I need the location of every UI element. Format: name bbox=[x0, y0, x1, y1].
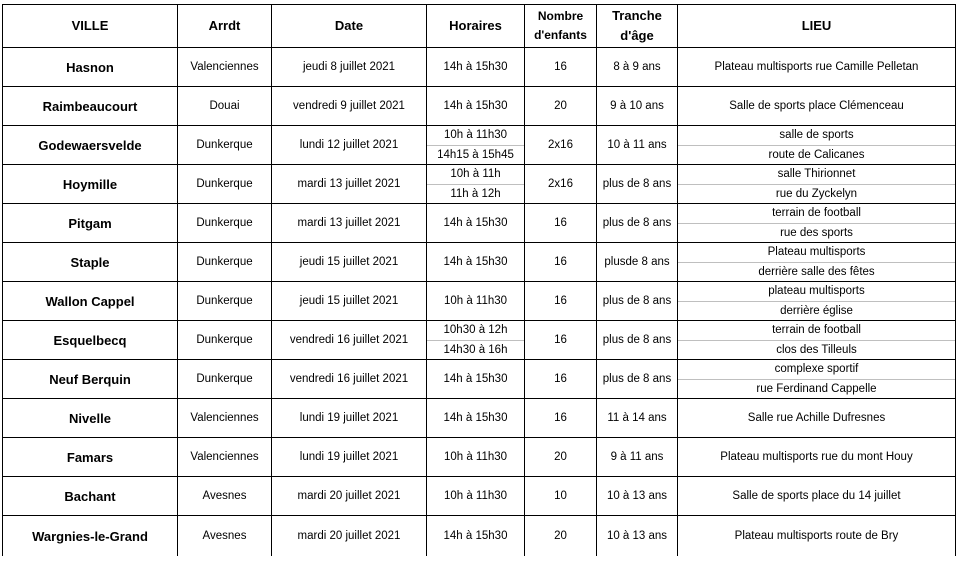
cell-horaires-line: 10h à 11h bbox=[450, 168, 501, 181]
cell-date: mardi 20 juillet 2021 bbox=[272, 477, 427, 516]
cell-lieu: Salle rue Achille Dufresnes bbox=[678, 399, 956, 438]
cell-lieu-line: complexe sportif bbox=[774, 363, 859, 376]
cell-ville: Famars bbox=[3, 438, 178, 477]
cell-ville: Nivelle bbox=[3, 399, 178, 438]
cell-tranche: 9 à 10 ans bbox=[597, 87, 678, 126]
cell-lieu: Plateau multisports rue du mont Houy bbox=[678, 438, 956, 477]
cell-lieu: Plateau multisports rue Camille Pelletan bbox=[678, 48, 956, 87]
cell-nombre: 16 bbox=[525, 282, 597, 321]
cell-horaires bbox=[427, 165, 525, 204]
cell-tranche: 10 à 13 ans bbox=[597, 477, 678, 516]
cell-lieu bbox=[678, 321, 956, 360]
cell-nombre: 20 bbox=[525, 438, 597, 477]
cell-arrdt: Avesnes bbox=[178, 516, 272, 557]
cell-horaires: 14h à 15h30 bbox=[427, 399, 525, 438]
cell-horaires bbox=[427, 321, 525, 360]
cell-nombre: 16 bbox=[525, 48, 597, 87]
header-tranche-line1: Tranche bbox=[612, 8, 662, 23]
cell-horaires: 10h à 11h30 bbox=[427, 477, 525, 516]
header-row bbox=[3, 5, 956, 48]
cell-lieu-line: rue des sports bbox=[678, 223, 955, 243]
cell-ville: Staple bbox=[3, 243, 178, 282]
cell-horaires: 10h à 11h30 bbox=[427, 438, 525, 477]
header-lieu: LIEU bbox=[678, 5, 956, 48]
cell-arrdt: Valenciennes bbox=[178, 399, 272, 438]
cell-lieu: Salle de sports place du 14 juillet bbox=[678, 477, 956, 516]
cell-nombre: 10 bbox=[525, 477, 597, 516]
cell-lieu-line: terrain de football bbox=[772, 324, 861, 337]
cell-nombre: 16 bbox=[525, 321, 597, 360]
cell-ville: Neuf Berquin bbox=[3, 360, 178, 399]
cell-horaires-line: 10h30 à 12h bbox=[443, 324, 508, 337]
cell-arrdt: Valenciennes bbox=[178, 48, 272, 87]
cell-ville: Hasnon bbox=[3, 48, 178, 87]
cell-date: mardi 20 juillet 2021 bbox=[272, 516, 427, 557]
table-row bbox=[3, 243, 956, 282]
cell-nombre: 16 bbox=[525, 243, 597, 282]
header-ville: VILLE bbox=[3, 5, 178, 48]
cell-tranche: 9 à 11 ans bbox=[597, 438, 678, 477]
cell-horaires-line: 14h15 à 15h45 bbox=[427, 145, 524, 165]
cell-horaires: 10h à 11h30 bbox=[427, 282, 525, 321]
cell-ville: Raimbeaucourt bbox=[3, 87, 178, 126]
cell-tranche: 10 à 13 ans bbox=[597, 516, 678, 557]
table-row bbox=[3, 87, 956, 126]
cell-arrdt: Dunkerque bbox=[178, 321, 272, 360]
cell-horaires: 14h à 15h30 bbox=[427, 516, 525, 557]
cell-nombre: 16 bbox=[525, 399, 597, 438]
table-row bbox=[3, 438, 956, 477]
cell-date: jeudi 15 juillet 2021 bbox=[272, 282, 427, 321]
cell-nombre: 20 bbox=[525, 516, 597, 557]
cell-lieu-line: derrière salle des fêtes bbox=[678, 262, 955, 282]
cell-lieu bbox=[678, 360, 956, 399]
table-row bbox=[3, 399, 956, 438]
cell-horaires-line: 14h30 à 16h bbox=[427, 340, 524, 360]
cell-tranche: plus de 8 ans bbox=[597, 360, 678, 399]
cell-nombre: 16 bbox=[525, 204, 597, 243]
cell-arrdt: Dunkerque bbox=[178, 282, 272, 321]
table-row bbox=[3, 204, 956, 243]
cell-date: mardi 13 juillet 2021 bbox=[272, 204, 427, 243]
schedule-table bbox=[2, 4, 956, 556]
cell-tranche: plus de 8 ans bbox=[597, 282, 678, 321]
cell-lieu bbox=[678, 282, 956, 321]
cell-date: lundi 19 juillet 2021 bbox=[272, 438, 427, 477]
cell-lieu-line: salle Thirionnet bbox=[777, 168, 856, 181]
cell-ville: Hoymille bbox=[3, 165, 178, 204]
cell-date: vendredi 16 juillet 2021 bbox=[272, 360, 427, 399]
header-tranche bbox=[597, 5, 678, 48]
cell-ville: Pitgam bbox=[3, 204, 178, 243]
cell-lieu-line: route de Calicanes bbox=[678, 145, 955, 165]
cell-ville: Wargnies-le-Grand bbox=[3, 516, 178, 557]
cell-arrdt: Dunkerque bbox=[178, 243, 272, 282]
cell-date: jeudi 15 juillet 2021 bbox=[272, 243, 427, 282]
cell-lieu-line: rue du Zyckelyn bbox=[678, 184, 955, 204]
cell-nombre: 20 bbox=[525, 87, 597, 126]
cell-arrdt: Dunkerque bbox=[178, 165, 272, 204]
cell-horaires: 14h à 15h30 bbox=[427, 87, 525, 126]
cell-nombre: 2x16 bbox=[525, 165, 597, 204]
cell-lieu: Salle de sports place Clémenceau bbox=[678, 87, 956, 126]
table-row bbox=[3, 282, 956, 321]
cell-date: vendredi 9 juillet 2021 bbox=[272, 87, 427, 126]
cell-tranche: plus de 8 ans bbox=[597, 321, 678, 360]
table-row bbox=[3, 321, 956, 360]
cell-lieu-line: derrière église bbox=[678, 301, 955, 321]
cell-arrdt: Dunkerque bbox=[178, 126, 272, 165]
cell-lieu-line: terrain de football bbox=[772, 207, 861, 220]
header-horaires: Horaires bbox=[427, 5, 525, 48]
cell-arrdt: Avesnes bbox=[178, 477, 272, 516]
cell-nombre: 2x16 bbox=[525, 126, 597, 165]
cell-ville: Wallon Cappel bbox=[3, 282, 178, 321]
cell-horaires: 14h à 15h30 bbox=[427, 360, 525, 399]
header-tranche-line2: d'âge bbox=[620, 28, 654, 43]
cell-lieu-line: salle de sports bbox=[779, 129, 854, 142]
cell-date: lundi 12 juillet 2021 bbox=[272, 126, 427, 165]
cell-horaires-line: 11h à 12h bbox=[427, 184, 524, 204]
cell-arrdt: Dunkerque bbox=[178, 204, 272, 243]
cell-tranche: plus de 8 ans bbox=[597, 165, 678, 204]
cell-tranche: plus de 8 ans bbox=[597, 204, 678, 243]
table-row bbox=[3, 477, 956, 516]
header-nombre bbox=[525, 5, 597, 48]
cell-lieu bbox=[678, 165, 956, 204]
cell-horaires bbox=[427, 126, 525, 165]
cell-ville: Bachant bbox=[3, 477, 178, 516]
cell-date: vendredi 16 juillet 2021 bbox=[272, 321, 427, 360]
cell-lieu bbox=[678, 204, 956, 243]
cell-lieu-line: Plateau multisports bbox=[767, 246, 866, 259]
cell-ville: Esquelbecq bbox=[3, 321, 178, 360]
cell-lieu bbox=[678, 243, 956, 282]
cell-date: jeudi 8 juillet 2021 bbox=[272, 48, 427, 87]
table-row bbox=[3, 165, 956, 204]
table-body bbox=[3, 48, 956, 557]
cell-lieu bbox=[678, 126, 956, 165]
cell-arrdt: Dunkerque bbox=[178, 360, 272, 399]
header-nombre-line2: d'enfants bbox=[534, 28, 587, 42]
header-arrdt: Arrdt bbox=[178, 5, 272, 48]
header-date: Date bbox=[272, 5, 427, 48]
cell-lieu-line: clos des Tilleuls bbox=[678, 340, 955, 360]
table-row bbox=[3, 126, 956, 165]
cell-lieu-line: plateau multisports bbox=[768, 285, 865, 298]
cell-nombre: 16 bbox=[525, 360, 597, 399]
cell-horaires: 14h à 15h30 bbox=[427, 48, 525, 87]
cell-arrdt: Douai bbox=[178, 87, 272, 126]
header-nombre-line1: Nombre bbox=[537, 9, 584, 23]
cell-lieu: Plateau multisports route de Bry bbox=[678, 516, 956, 557]
cell-horaires: 14h à 15h30 bbox=[427, 243, 525, 282]
table-row bbox=[3, 48, 956, 87]
cell-lieu-line: rue Ferdinand Cappelle bbox=[678, 379, 955, 399]
cell-tranche: 8 à 9 ans bbox=[597, 48, 678, 87]
cell-horaires-line: 10h à 11h30 bbox=[443, 129, 508, 142]
cell-horaires: 14h à 15h30 bbox=[427, 204, 525, 243]
table-row bbox=[3, 516, 956, 557]
cell-tranche: 11 à 14 ans bbox=[597, 399, 678, 438]
cell-ville: Godewaersvelde bbox=[3, 126, 178, 165]
table-row bbox=[3, 360, 956, 399]
cell-date: lundi 19 juillet 2021 bbox=[272, 399, 427, 438]
cell-arrdt: Valenciennes bbox=[178, 438, 272, 477]
cell-date: mardi 13 juillet 2021 bbox=[272, 165, 427, 204]
cell-tranche: 10 à 11 ans bbox=[597, 126, 678, 165]
cell-tranche: plusde 8 ans bbox=[597, 243, 678, 282]
